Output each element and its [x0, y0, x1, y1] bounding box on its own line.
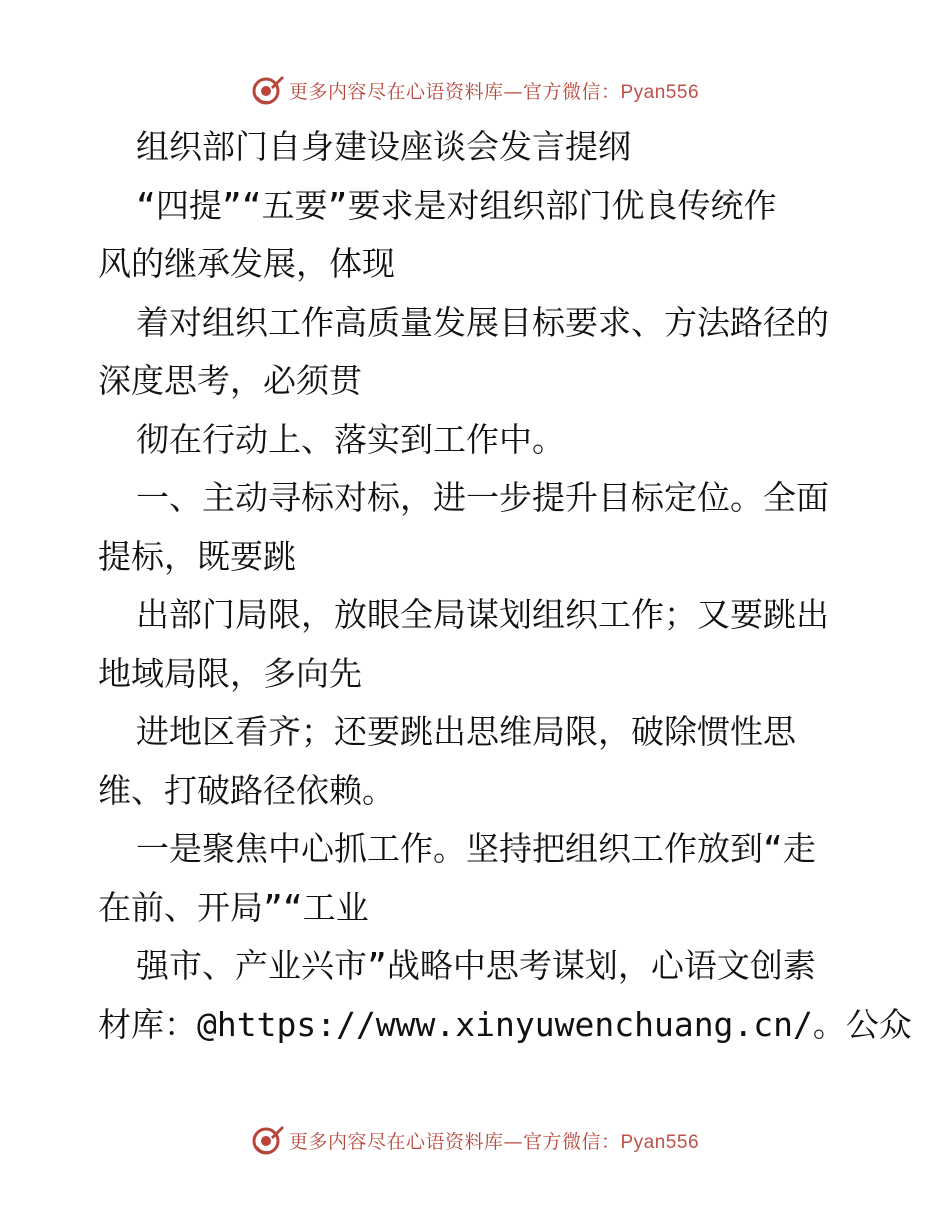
text-line: “四提”“五要”要求是对组织部门优良传统作	[136, 185, 777, 225]
text-line: 组织部门自身建设座谈会发言提纲	[136, 127, 631, 166]
watermark-text	[289, 1127, 699, 1154]
watermark-brand: 更多内容尽在心语资料库—官方微信：	[288, 1130, 621, 1153]
text-line: 深度思考，必须贯	[98, 361, 362, 400]
watermark-account: Pyan556	[620, 81, 700, 103]
text-line: 维、打破路径依赖。	[98, 770, 395, 810]
watermark-text	[289, 77, 699, 104]
text-line: 在前、开局”“工业	[98, 887, 369, 927]
footer-watermark	[0, 1120, 950, 1160]
text-line: 出部门局限，放眼全局谋划组织工作；又要跳出	[136, 595, 829, 634]
watermark-account: Pyan556	[620, 1131, 700, 1153]
text-line: 材库：@https://www.xinyuwenchuang.cn/。公众	[98, 1004, 912, 1044]
text-line: 一是聚焦中心抓工作。坚持把组织工作放到“走	[136, 829, 816, 868]
text-line: 着对组织工作高质量发展目标要求、方法路径的	[136, 302, 829, 342]
text-line: 强市、产业兴市”战略中思考谋划，心语文创素	[136, 946, 816, 985]
text-line: 彻在行动上、落实到工作中。	[136, 419, 565, 459]
header-watermark	[0, 70, 950, 110]
pen-circle-logo-icon	[251, 1123, 285, 1157]
text-line: 进地区看齐；还要跳出思维局限，破除惯性思	[136, 712, 796, 751]
pen-circle-logo-icon	[251, 73, 285, 107]
text-line: 风的继承发展，体现	[98, 244, 395, 283]
watermark-brand: 更多内容尽在心语资料库—官方微信：	[288, 80, 621, 103]
text-line: 地域局限，多向先	[98, 653, 362, 693]
document-body	[98, 118, 912, 1054]
text-line: 一、主动寻标对标，进一步提升目标定位。全面	[136, 478, 829, 517]
text-line: 提标，既要跳	[98, 536, 296, 576]
